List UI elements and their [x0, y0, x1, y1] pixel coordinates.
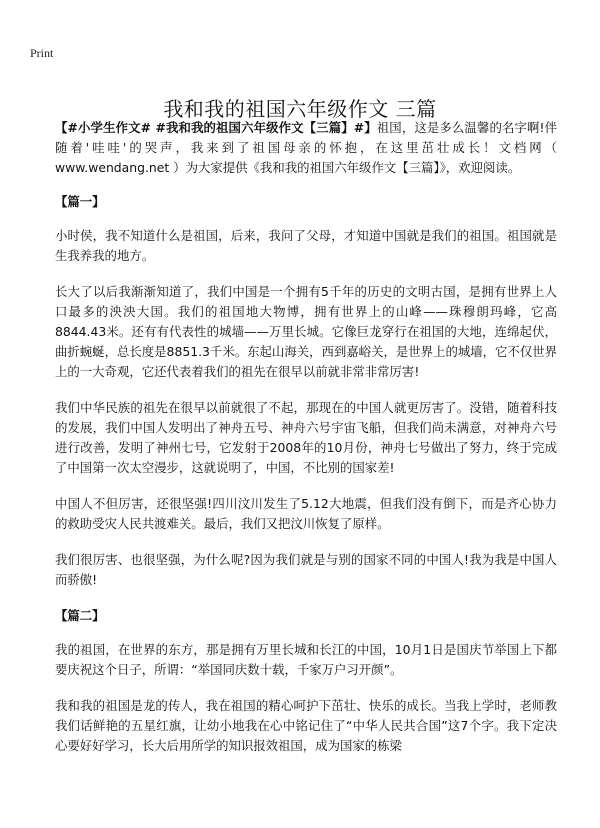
section-heading-1: 【篇一】 [55, 194, 105, 209]
intro-tag: 【#小学生作文# #我和我的祖国六年级作文【三篇】#】 [55, 120, 377, 135]
paragraph: 我和我的祖国是龙的传人，我在祖国的精心呵护下茁壮、快乐的成长。当我上学时，老师教我们话鲜艳的五星红旗，让幼小地我在心中铭记住了“中华人民共合国”这7个字。我下定决心要好好学习，长大后用所学的知识报效祖国，成为国家的栋梁 [55, 698, 557, 753]
paragraph: 我们很厉害、也很坚强，为什么呢?因为我们就是与别的国家不同的中国人!我为我是中国人而骄傲! [55, 552, 557, 587]
paragraph: 小时侯，我不知道什么是祖国，后来，我问了父母，才知道中国就是我们的祖国。祖国就是生我养我的地方。 [55, 228, 557, 263]
print-label: Print [30, 46, 54, 60]
paragraph: 长大了以后我渐渐知道了，我们中国是一个拥有5千年的历史的文明古国，是拥有世界上人口最多的泱泱大国。我们的祖国地大物博，拥有世界上的山峰——珠穆朗玛峰，它高8844.43米。还有有代表性的城墙——万里长城。它像巨龙穿行在祖国的大地，连绵起伏，曲折蜿蜒，总长度是8851.3千米。东起山海关，西到嘉峪关，是世界上的城墙，它不仅世界上的一大奇观，它还代表着我们的祖先在很早以前就非常非常厉害! [55, 284, 557, 379]
intro-text: 祖国，这是多么温馨的名字啊!伴随着'哇哇'的哭声，我来到了祖国母亲的怀抱，在这里茁壮成长！文档网（ www.wendang.net ）为大家提供《我和我的祖国六年级作文【三篇】》，欢迎阅读。 [55, 120, 558, 175]
page-title: 我和我的祖国六年级作文 三篇 [163, 97, 437, 122]
paragraph: 我的祖国，在世界的东方，那是拥有万里长城和长江的中国，10月1日是国庆节举国上下都要庆祝这个日子，所谓：“举国同庆数十载，千家万户习开颜”。 [55, 642, 557, 677]
paragraph: 中国人不但厉害，还很坚强!四川汶川发生了5.12大地震，但我们没有倒下，而是齐心协力的救助受灾人民共渡难关。最后，我们又把汶川恢复了原样。 [55, 496, 557, 531]
intro-paragraph [55, 118, 557, 178]
article-body [55, 118, 557, 772]
section-heading-2: 【篇二】 [55, 608, 105, 623]
paragraph: 我们中华民族的祖先在很早以前就很了不起，那现在的中国人就更厉害了。没错，随着科技的发展，我们中国人发明出了神舟五号、神舟六号宇宙飞船，但我们尚未满意，对神舟六号进行改善，发明了神州七号，它发射于2008年的10月份，神舟七号做出了努力，终于完成了中国第一次太空漫步，这就说明了，中国，不比别的国家差! [55, 400, 557, 475]
